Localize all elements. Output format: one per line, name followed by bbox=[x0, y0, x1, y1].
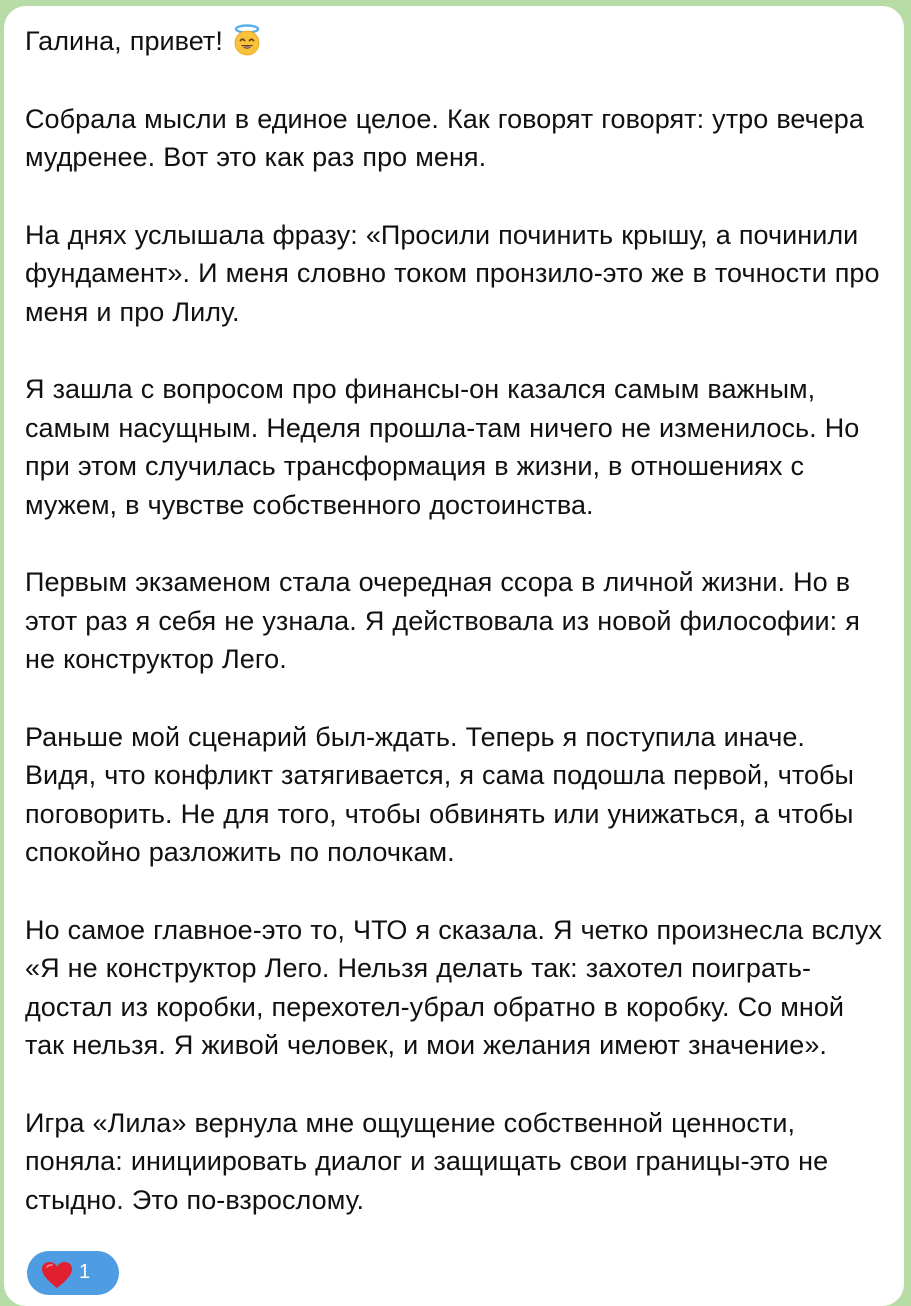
smiling-face-with-halo-icon bbox=[231, 24, 263, 56]
message-paragraph: Собрала мысли в единое целое. Как говорят говорят: утро вечера мудренее. Вот это как раз про меня. bbox=[25, 103, 864, 172]
message-paragraph: Первым экзаменом стала очередная ссора в личной жизни. Но в этот раз я себя не узнала. Я действовала из новой философии: я не конструктор Лего. bbox=[25, 567, 860, 674]
message-paragraph: Раньше мой сценарий был-ждать. Теперь я поступила иначе. Видя, что конфликт затягивается, я сама подошла первой, чтобы поговорить. Не для того, чтобы обвинять или унижаться, а чтобы спокойно разложить по полочкам. bbox=[25, 721, 855, 867]
message-paragraph: Но самое главное-это то, ЧТО я сказала. Я четко произнесла вслух «Я не конструктор Лего. Нельзя делать так: захотел поиграть-достал из коробки, перехотел-убрал обратно в коробку. Со мной так нельзя. Я живой человек, и мои желания имеют значение». bbox=[25, 914, 882, 1060]
message-paragraph: Я зашла с вопросом про финансы-он казался самым важным, самым насущным. Неделя прошла-там ничего не изменилось. Но при этом случилась трансформация в жизни, в отношениях с мужем, в чувстве собственного достоинства. bbox=[25, 374, 860, 520]
message-paragraph: Игра «Лила» вернула мне ощущение собственной ценности, поняла: инициировать диалог и защищать свои границы-это не стыдно. Это по-взрослому. bbox=[25, 1107, 829, 1215]
heart-reaction-button[interactable] bbox=[27, 1251, 119, 1295]
message-bubble[interactable] bbox=[4, 6, 904, 1306]
greeting-line bbox=[25, 22, 882, 61]
message-paragraph: На днях услышала фразу: «Просили починить крышу, а починили фундамент». И меня словно током пронзило-это же в точности про меня и про Лилу. bbox=[25, 219, 880, 327]
greeting-text: Галина, привет! bbox=[25, 26, 223, 56]
reaction-count: 1 bbox=[79, 1261, 91, 1283]
heart-icon bbox=[41, 1261, 73, 1294]
